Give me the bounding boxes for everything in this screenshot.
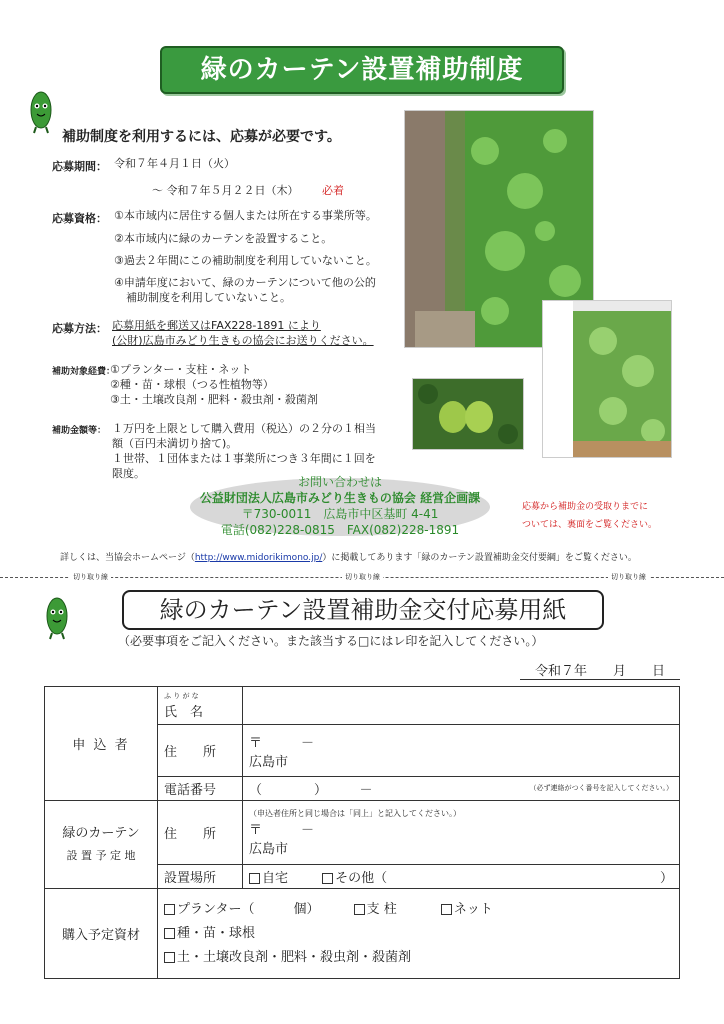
address-field[interactable] xyxy=(243,725,680,777)
page-title: 緑のカーテン設置補助制度 xyxy=(160,46,564,94)
goya-mascot-icon xyxy=(28,90,54,134)
side-note-line1: 応募から補助金の受取りまでに xyxy=(522,502,649,512)
soil-label: 土・土壌改良剤・肥料・殺虫剤・殺菌剤 xyxy=(177,949,412,965)
net-label: ネット xyxy=(453,901,493,917)
other-checkbox[interactable] xyxy=(322,873,333,884)
method-line1: 応募用紙を郵送又はFAX228-1891 により xyxy=(112,319,321,332)
details-text xyxy=(60,550,637,563)
place-field xyxy=(243,865,680,889)
details-after: ）に掲載してあります「緑のカーテン設置補助金交付要綱」をご覧ください。 xyxy=(322,553,637,563)
site-address-label: 住 所 xyxy=(158,801,243,865)
home-label: 自宅 xyxy=(262,871,289,886)
qualification-label: 応募資格： xyxy=(52,212,107,225)
qualification-item: ②本市域内に緑のカーテンを設置すること。 xyxy=(114,232,333,245)
expense-item: ①プランター・支柱・ネット xyxy=(110,363,252,376)
goya-fruit-photo xyxy=(412,378,524,450)
place-label: 設置場所 xyxy=(158,865,243,889)
qualification-item: ③過去２年間にこの補助制度を利用していないこと。 xyxy=(114,254,377,267)
name-label-cell xyxy=(158,687,243,725)
form-subtitle: （必要事項をご記入ください。また該当する□にはレ印を記入してください。） xyxy=(118,634,544,648)
cut-label: 切り取り線 xyxy=(70,572,111,582)
phone-note: （必ず連絡がつく番号を記入してください。） xyxy=(529,784,673,792)
form-date[interactable]: 令和７年 月 日 xyxy=(520,660,680,680)
qualification-item: 補助制度を利用していないこと。 xyxy=(126,291,291,304)
period-note: 必着 xyxy=(322,184,344,197)
green-curtain-photo-2 xyxy=(542,300,672,458)
period-start: 令和７年４月１日（火） xyxy=(114,157,235,170)
amount-line: 額（百円未満切り捨て)。 xyxy=(112,437,238,450)
site-address-field[interactable] xyxy=(243,801,680,865)
same-note: （申込者住所と同じ場合は「同上」と記入してください。） xyxy=(249,809,461,818)
side-note-line2: ついては、裏面をご覧ください。 xyxy=(522,520,658,530)
other-close-paren: ） xyxy=(659,871,673,886)
cut-label: 切り取り線 xyxy=(608,572,649,582)
expenses-label: 補助対象経費： xyxy=(52,367,116,377)
amount-label: 補助金額等： xyxy=(52,426,107,436)
expense-item: ②種・苗・球根（つる性植物等） xyxy=(110,378,274,391)
period-label: 応募期間： xyxy=(52,160,107,173)
pole-checkbox[interactable] xyxy=(354,904,365,915)
curtain-site-line2: 設 置 予 定 地 xyxy=(66,848,136,862)
expense-item: ③土・土壌改良剤・肥料・殺虫剤・殺菌剤 xyxy=(110,393,318,406)
site-postal: 〒 － xyxy=(249,823,315,838)
contact-org: 公益財団法人広島市みどり生きもの協会 経営企画課 xyxy=(199,491,481,505)
details-before: 詳しくは、当協会ホームページ（ xyxy=(60,553,195,563)
materials-field xyxy=(158,889,680,979)
amount-line: １世帯、１団体または１事業所につき３年間に１回を xyxy=(112,452,376,465)
net-checkbox[interactable] xyxy=(441,904,452,915)
intro-text: 補助制度を利用するには、応募が必要です。 xyxy=(62,129,341,145)
seeds-label: 種・苗・球根 xyxy=(177,925,256,941)
method-label: 応募方法： xyxy=(52,322,107,335)
pole-label: 支 柱 xyxy=(366,901,397,917)
method-line2: (公財)広島市みどり生きもの協会にお送りください。 xyxy=(112,334,374,347)
period-end: 〜 令和７年５月２２日（木） xyxy=(152,184,299,197)
contact-box xyxy=(180,474,500,538)
applicant-label: 申 込 者 xyxy=(45,687,158,801)
phone-label: 電話番号 xyxy=(158,777,243,801)
contact-heading: お問い合わせは xyxy=(297,475,382,489)
qualification-item: ①本市域内に居住する個人または所在する事業所等。 xyxy=(114,209,377,222)
application-form-table xyxy=(44,686,680,979)
site-city: 広島市 xyxy=(249,842,289,857)
amount-line: １万円を上限として購入費用（税込）の２分の１相当 xyxy=(112,422,376,435)
planter-label: プランター（ 個） xyxy=(177,901,320,917)
cut-label: 切り取り線 xyxy=(342,572,383,582)
phone-field[interactable] xyxy=(243,777,680,801)
curtain-site-line1: 緑のカーテン xyxy=(62,825,140,841)
amount-line: 限度。 xyxy=(112,467,145,480)
name-label: 氏 名 xyxy=(164,705,204,720)
materials-label: 購入予定資材 xyxy=(45,889,158,979)
name-field[interactable] xyxy=(243,687,680,725)
goya-mascot-icon xyxy=(44,596,70,640)
qualification-item: ④申請年度において、緑のカーテンについて他の公的 xyxy=(114,276,376,289)
homepage-link[interactable]: http://www.midorikimono.jp/ xyxy=(194,553,323,563)
contact-phone: 電話(082)228-0815 FAX(082)228-1891 xyxy=(220,523,460,537)
seeds-checkbox[interactable] xyxy=(164,928,175,939)
planter-checkbox[interactable] xyxy=(164,904,175,915)
side-note xyxy=(522,498,657,534)
name-ruby: ふ り が な xyxy=(164,692,199,700)
home-checkbox[interactable] xyxy=(249,873,260,884)
phone-format: （ ） － xyxy=(249,783,373,798)
postal-code: 〒 － xyxy=(249,735,315,751)
curtain-site-label xyxy=(45,801,158,889)
form-title: 緑のカーテン設置補助金交付応募用紙 xyxy=(122,590,604,630)
soil-checkbox[interactable] xyxy=(164,952,175,963)
contact-address: 〒730-0011 広島市中区基町 4-41 xyxy=(241,507,439,521)
other-label: その他（ xyxy=(335,871,388,886)
city-name: 広島市 xyxy=(249,754,289,770)
address-label: 住 所 xyxy=(158,725,243,777)
